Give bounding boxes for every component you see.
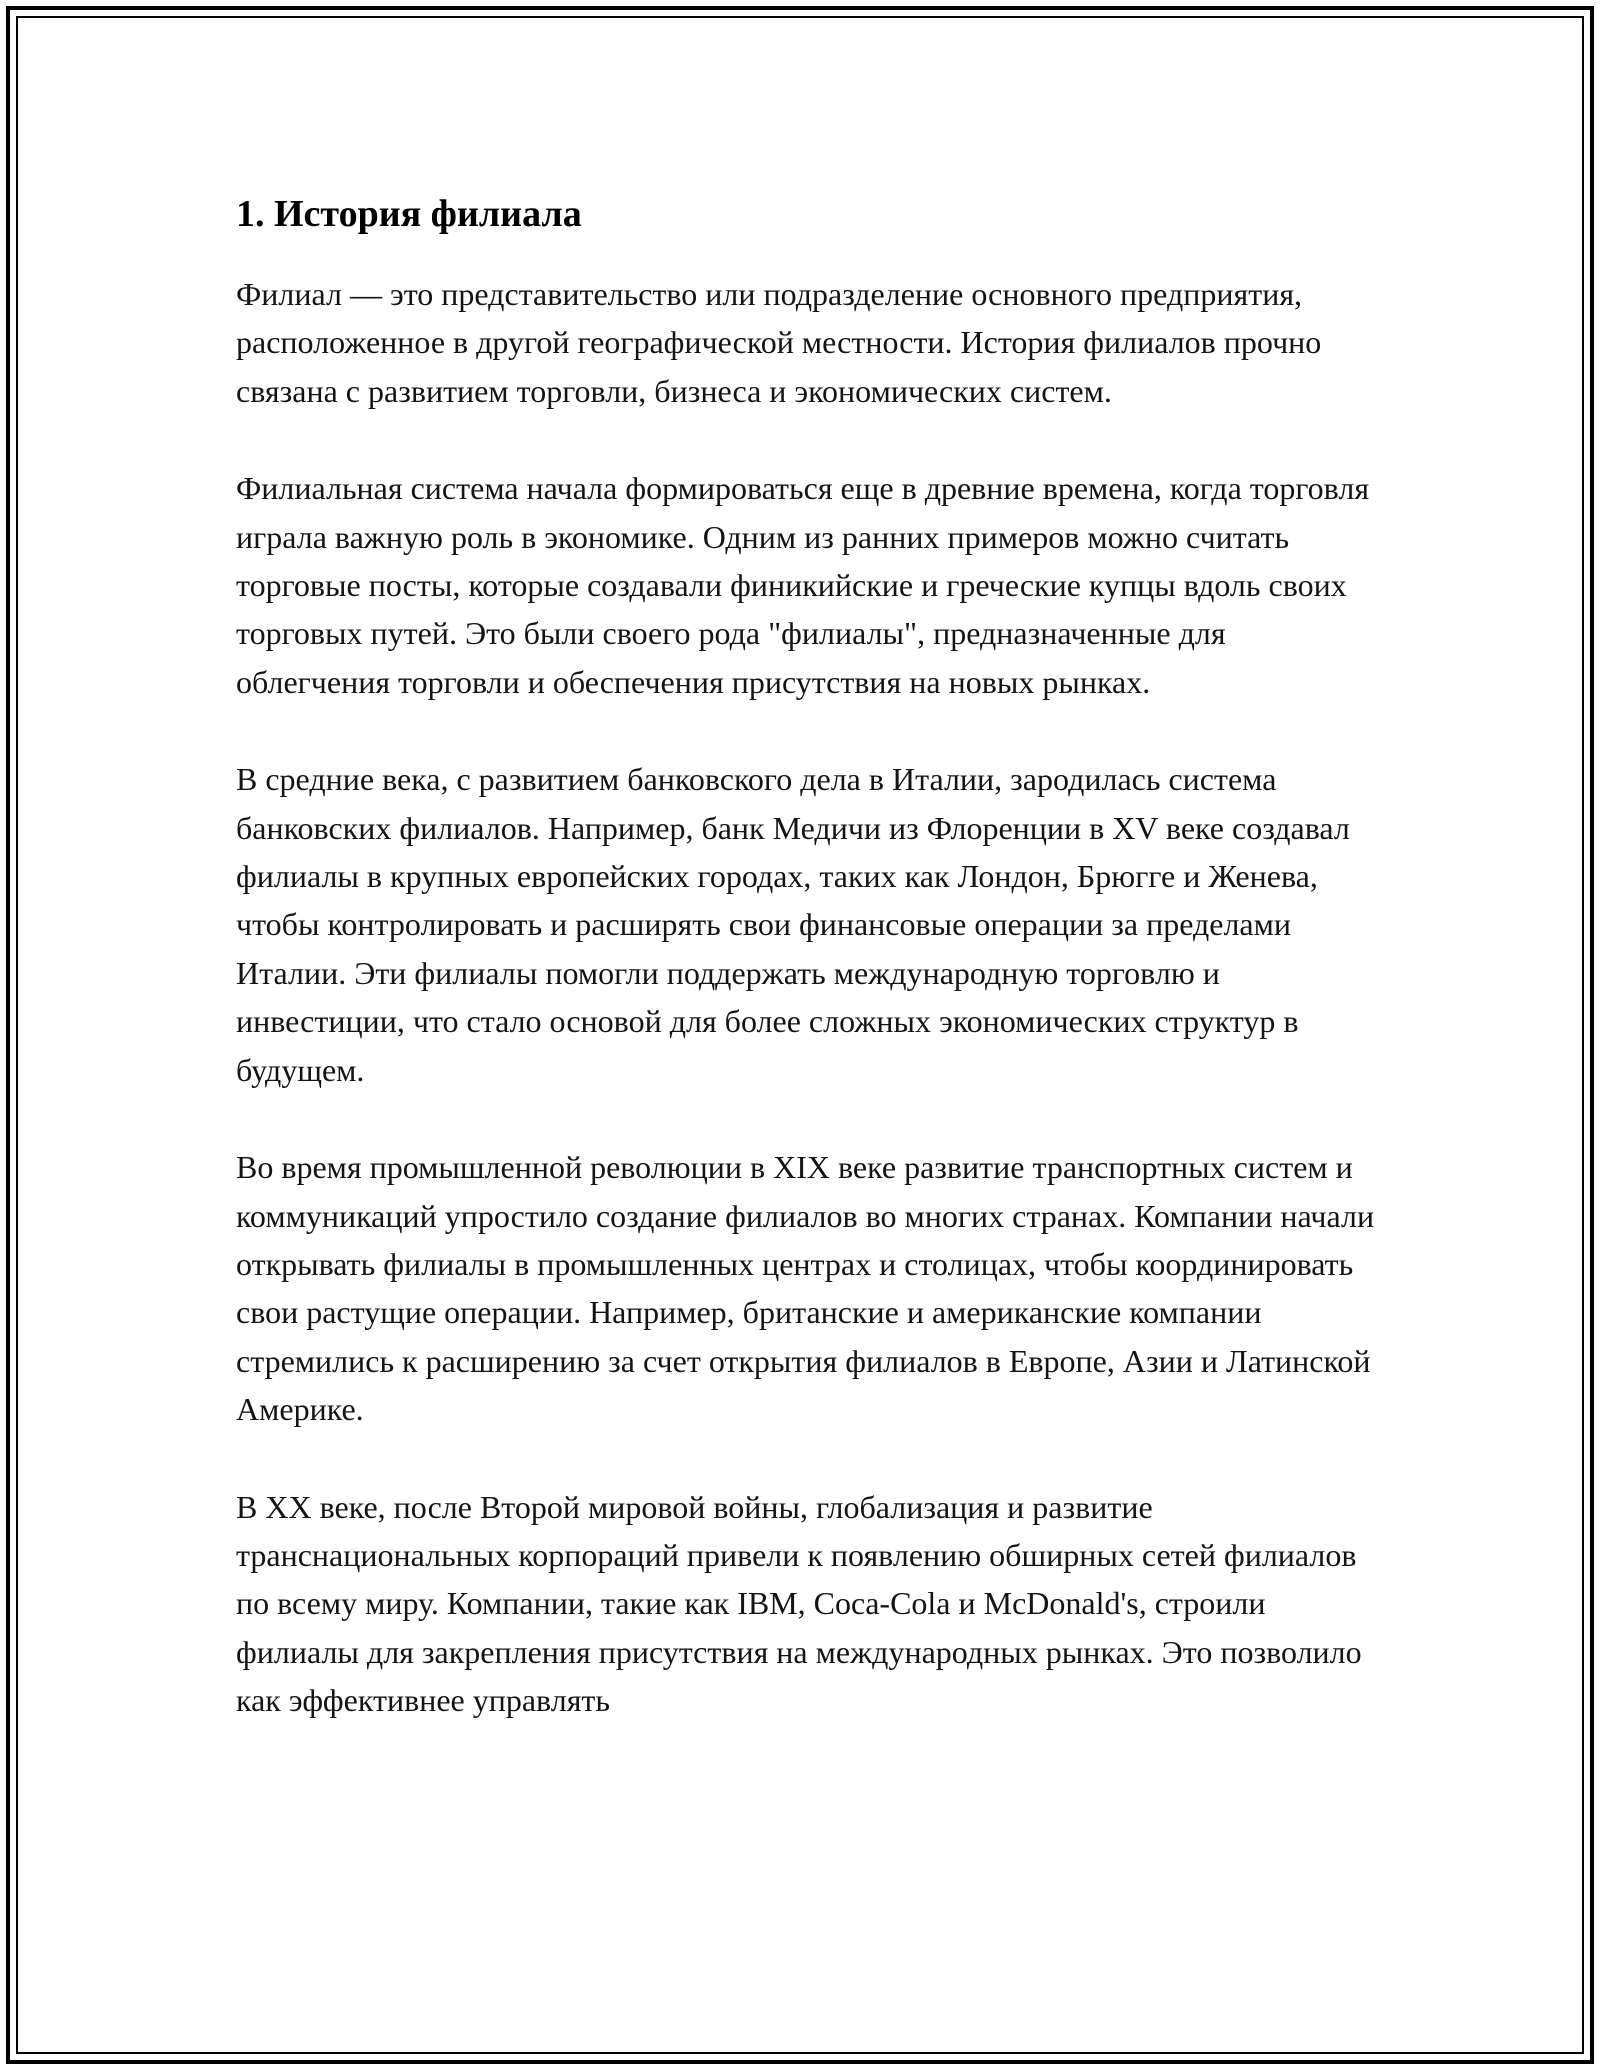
paragraph-definition: Филиал — это представительство или подразделение основного предприятия, расположенное в другой географической местности. История филиалов прочно связана с развитием торговли, бизнеса и экономических систем.	[236, 276, 1322, 409]
paragraph-middle-ages: В средние века, с развитием банковского дела в Италии, зародилась система банковских филиалов. Например, банк Медичи из Флоренции в XV веке создавал филиалы в крупных европейских городах, таких как Лондон, Брюгге и Женева, чтобы контролировать и расширять свои финансовые операции за пределами Италии. Эти филиалы помогли поддержать международную торговлю и инвестиции, что стало основой для более сложных экономических структур в будущем.	[236, 761, 1350, 1088]
section-heading: 1. История филиала	[236, 193, 582, 235]
paragraph-twentieth-century: В XX веке, после Второй мировой войны, глобализация и развитие транснациональных корпораций привели к появлению обширных сетей филиалов по всему миру. Компании, такие как IBM, Coca-Cola и McDonald's, строили филиалы для закрепления присутствия на международных рынках. Это позволило как эффективнее управлять	[236, 1488, 1362, 1719]
document-body	[236, 188, 1376, 1774]
paragraph-ancient-times: Филиальная система начала формироваться еще в древние времена, когда торговля играла важную роль в экономике. Одним из ранних примеров можно считать торговые посты, которые создавали финикийские и греческие купцы вдоль своих торговых путей. Это были своего рода "филиалы", предназначенные для облегчения торговли и обеспечения присутствия на новых рынках.	[236, 470, 1370, 700]
paragraph-industrial-revolution: Во время промышленной революции в XIX веке развитие транспортных систем и коммуникаций упростило создание филиалов во многих странах. Компании начали открывать филиалы в промышленных центрах и столицах, чтобы координировать свои растущие операции. Например, британские и американские компании стремились к расширению за счет открытия филиалов в Европе, Азии и Латинской Америке.	[236, 1149, 1375, 1428]
